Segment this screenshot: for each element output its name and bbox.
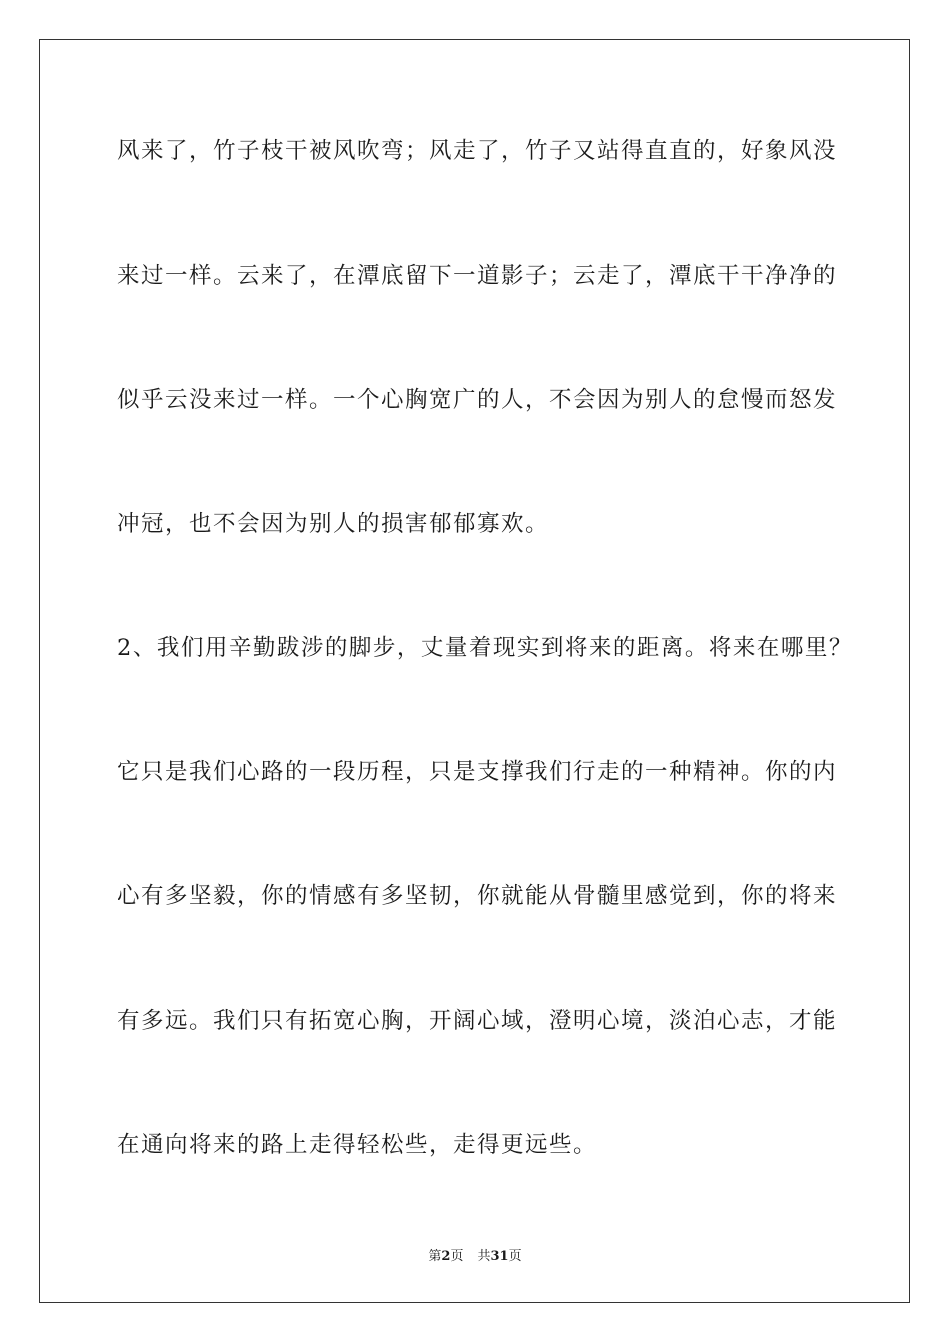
page-border <box>39 39 910 1303</box>
total-suffix: 页 <box>508 1249 522 1264</box>
page-suffix: 页 <box>450 1249 464 1264</box>
total-prefix: 共 <box>477 1249 491 1264</box>
page-prefix: 第 <box>428 1249 442 1264</box>
paragraph-line: 风来了，竹子枝干被风吹弯；风走了，竹子又站得直直的，好象风没 <box>117 138 838 164</box>
paragraph-line: 有多远。我们只有拓宽心胸，开阔心域，澄明心境，淡泊心志，才能 <box>117 1008 838 1034</box>
paragraph-line: 在通向将来的路上走得轻松些，走得更远些。 <box>117 1132 598 1158</box>
paragraph-line: 它只是我们心路的一段历程，只是支撑我们行走的一种精神。你的内 <box>117 759 838 785</box>
paragraph-line: 心有多坚毅，你的情感有多坚韧，你就能从骨髓里感觉到，你的将来 <box>117 883 838 909</box>
page-footer <box>0 1248 950 1266</box>
paragraph-line: 2、我们用辛勤跋涉的脚步，丈量着现实到将来的距离。将来在哪里？ <box>117 635 853 661</box>
paragraph-line: 冲冠，也不会因为别人的损害郁郁寡欢。 <box>117 511 550 537</box>
page-number: 2 <box>441 1249 451 1264</box>
paragraph-line: 似乎云没来过一样。一个心胸宽广的人，不会因为别人的怠慢而怒发 <box>117 387 838 413</box>
paragraph-line: 来过一样。云来了，在潭底留下一道影子；云走了，潭底干干净净的 <box>117 263 838 289</box>
total-pages: 31 <box>490 1249 509 1264</box>
